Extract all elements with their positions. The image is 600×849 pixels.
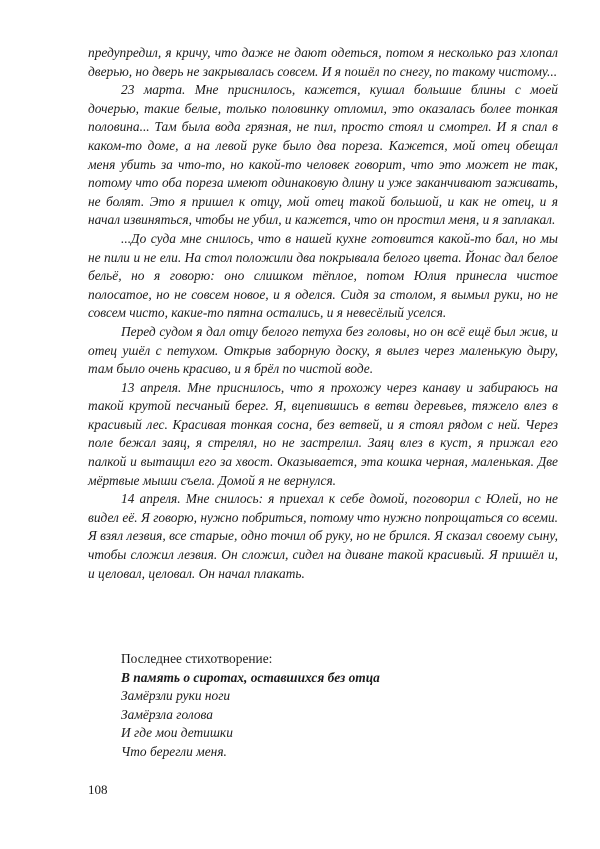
poem-line-4: Что берегли меня. bbox=[121, 743, 227, 759]
poem-line-2: Замёрзла голова bbox=[121, 706, 213, 722]
paragraph-rooster: Перед судом я дал отцу белого петуха без головы, но он всё ещё был жив, и отец ушёл с петухом. Открыв заборную доску, я вылез через маленькую дыру, там было очень красиво, и я брёл по чистой воде. bbox=[88, 323, 558, 377]
poem-title: В память о сиротах, оставшихся без отца bbox=[121, 669, 380, 685]
poem-intro: Последнее стихотворение: bbox=[121, 651, 273, 666]
paragraph-1: предупредил, я кричу, что даже не дают одеться, потом я несколько раз хлопал дверью, но дверь не закрывалась совсем. И я пошёл по снегу, по такому чистому... bbox=[88, 45, 558, 79]
last-poem-section bbox=[121, 650, 541, 762]
poem-line-1: Замёрзли руки ноги bbox=[121, 688, 231, 704]
page-number: 108 bbox=[88, 782, 108, 797]
poem-line-3: И где мои детишки bbox=[121, 725, 233, 741]
diary-text-block bbox=[88, 44, 558, 583]
paragraph-23-march: 23 марта. Мне приснилось, кажется, кушал большие блины с моей дочерью, такие белые, только половинку отломил, это оказалась более тонкая половина... Там была вода грязная, не пил, просто стоял и смотрел. И я спал в каком-то доме, а на левой руке было два пореза. Кажется, мой отец обещал меня убить за что-то, но какой-то человек говорит, что это может не так, потому что оба пореза имеют одинаковую длину и уже заканчивают заживать, не болят. Это я пришел к отцу, мой отец такой большой, и как не отец, и я начал извиняться, чтобы не убил, и кажется, что он простил меня, и я заплакал. bbox=[88, 82, 558, 228]
paragraph-13-april: 13 апреля. Мне приснилось, что я прохожу через канаву и забираюсь на такой крутой песчаный берег. Я, вцепившись в ветви деревьев, тяжело влез в красивый лес. Красивая тонкая сосна, без ветвей, и я стоял рядом с ней. Через поле бежал заяц, я стрелял, но не застрелил. Заяц влез в куст, я прижал его палкой и вытащил его за хвост. Оказывается, эта кошка черная, маленькая. Две мёртвые мыши съела. Домой я не вернулся. bbox=[88, 379, 558, 488]
paragraph-before-court-dream: ...До суда мне снилось, что в нашей кухне готовится какой-то бал, но мы не пили и не ели. На стол положили два покрывала белого цвета. Йонас дал белое бельё, но я говорю: оно слишком тёплое, потом Юлия принесла чистое полосатое, но не совсем новое, и я оделся. Сидя за столом, я вымыл руки, но не совсем чисто, какие-то пятна остались, и я невесёлый уселся. bbox=[88, 230, 558, 321]
paragraph-14-april: 14 апреля. Мне снилось: я приехал к себе домой, поговорил с Юлей, но не видел её. Я говорю, нужно побриться, потому что нужно попрощаться со всеми. Я взял лезвия, все старые, одно точил об руку, но не брился. Я сказал своему сыну, чтобы сложил лезвия. Он сложил, сидел на диване такой красивый. Я пришёл и, и целовал, целовал. Он начал плакать. bbox=[88, 491, 558, 581]
